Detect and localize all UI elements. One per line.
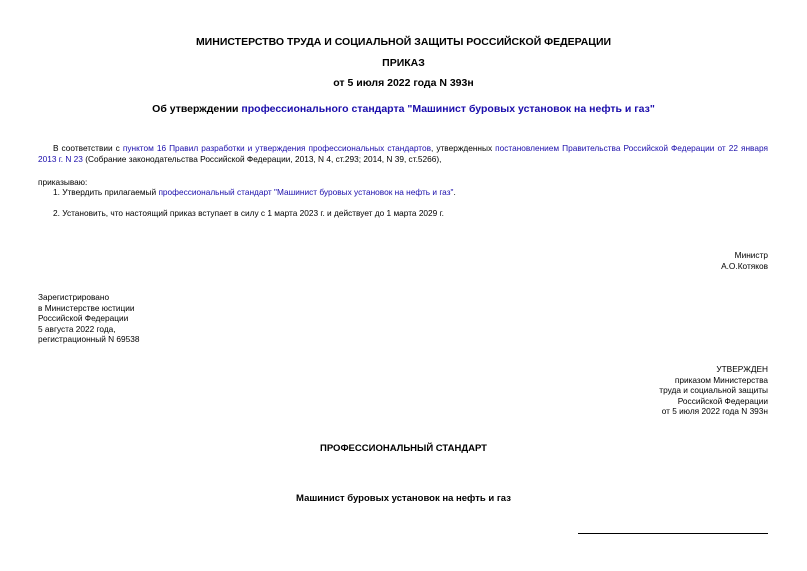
registration-line: регистрационный N 69538 (38, 334, 140, 344)
signature-name: А.О.Котяков (721, 260, 768, 271)
standard-heading: ПРОФЕССИОНАЛЬНЫЙ СТАНДАРТ (320, 443, 487, 454)
order-item-1 (53, 187, 456, 198)
approval-block (659, 364, 768, 417)
registration-line: Российской Федерации (38, 313, 129, 323)
document-date-number: от 5 июля 2022 года N 393н (333, 77, 474, 89)
signature-title: Министр (734, 250, 768, 260)
document-type: ПРИКАЗ (382, 57, 425, 69)
order-item-2: 2. Установить, что настоящий приказ вступает в силу с 1 марта 2023 г. и действует до 1 марта 2029 г. (53, 208, 444, 218)
approval-line: от 5 июля 2022 года N 393н (661, 406, 768, 416)
registration-line: Зарегистрировано (38, 292, 110, 302)
orders-word: приказываю: (38, 177, 88, 187)
document-subject (0, 103, 807, 115)
rules-point-link[interactable]: пунктом 16 Правил разработки и утверждения профессиональных стандартов (122, 143, 431, 153)
preamble-prefix: В соответствии с (53, 143, 123, 153)
standard-link[interactable]: профессионального стандарта "Машинист буровых установок на нефть и газ" (241, 103, 655, 115)
footnote-divider (578, 533, 768, 534)
preamble-paragraph (38, 143, 768, 164)
item-1-suffix: . (453, 187, 456, 197)
approval-line: труда и социальной защиты (659, 385, 768, 395)
registration-line: 5 августа 2022 года, (38, 323, 116, 334)
preamble-suffix: (Собрание законодательства Российской Федерации, 2013, N 4, ст.293; 2014, N 39, ст.5266), (82, 153, 442, 164)
standard-name: Машинист буровых установок на нефть и газ (296, 493, 511, 504)
approval-line: приказом Министерства (674, 374, 768, 385)
item-1-prefix: 1. Утвердить прилагаемый (53, 187, 159, 197)
subject-prefix: Об утверждении (152, 103, 242, 115)
government-decree-link[interactable]: постановлением Правительства Российской Федерации от 22 января 2013 г. N 23 (38, 143, 768, 164)
preamble-middle: , утвержденных (431, 143, 496, 153)
ministry-title: МИНИСТЕРСТВО ТРУДА И СОЦИАЛЬНОЙ ЗАЩИТЫ РОССИЙСКОЙ ФЕДЕРАЦИИ (195, 36, 612, 48)
approval-line: УТВЕРЖДЕН (716, 364, 768, 374)
approval-line: Российской Федерации (677, 395, 768, 406)
approved-standard-link[interactable]: профессиональный стандарт "Машинист буровых установок на нефть и газ" (158, 187, 454, 197)
registration-line: в Министерстве юстиции (38, 302, 135, 313)
signature-block (721, 250, 768, 271)
registration-block (38, 292, 140, 345)
